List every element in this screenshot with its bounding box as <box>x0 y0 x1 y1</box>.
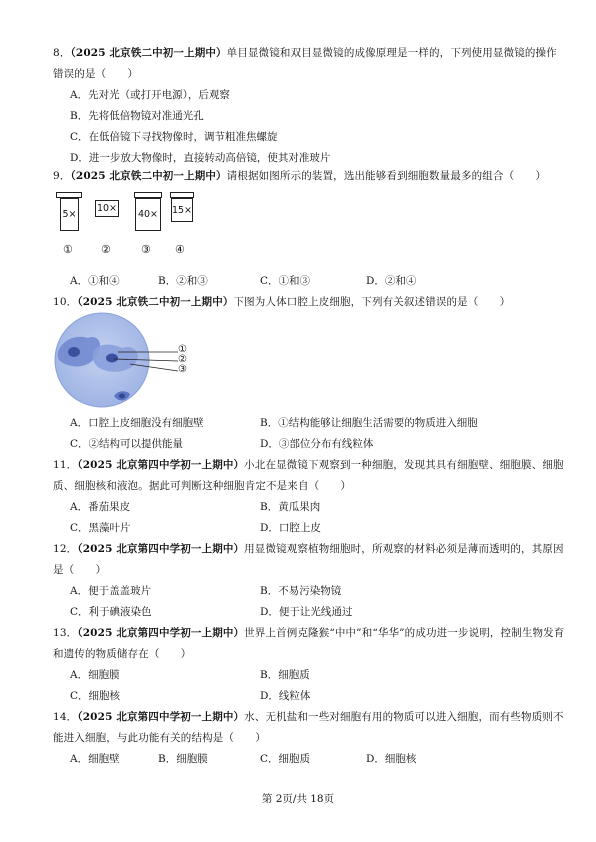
cell-label-2: ② <box>178 354 187 365</box>
q8-option-b: B．先将低倍物镜对准通光孔 <box>70 110 204 122</box>
q10-option-c: C．②结构可以提供能量 <box>70 438 184 450</box>
page-footer: 第 2页/共 18页 <box>261 793 335 805</box>
q14-stem-line1: 14．（2025 北京第四中学初一上期中）水、无机盐和一些对细胞有用的物质可以进入细胞，而有些物质则不 <box>53 711 564 723</box>
q10-stem: 10．（2025 北京铁二中初一上期中）下图为人体口腔上皮细胞，下列有关叙述错误的是（ ） <box>53 296 511 308</box>
q12-stem-line2: 是（ ） <box>53 564 107 576</box>
q8-option-c: C．在低倍镜下寻找物像时，调节粗准焦螺旋 <box>70 131 278 143</box>
q11-option-b: B．黄瓜果肉 <box>260 501 321 513</box>
q11-option-a: A．番茄果皮 <box>70 501 131 513</box>
lens-2 <box>95 200 119 217</box>
q8-option-d: D．进一步放大物像时，直接转动高倍镜，使其对准玻片 <box>70 152 331 164</box>
lens-4-marker: ④ <box>175 243 185 256</box>
q8-option-a: A．先对光（或打开电源），后观察 <box>70 89 230 101</box>
q14-option-a: A．细胞壁 <box>70 753 120 765</box>
lens-1-label: 5× <box>62 209 77 220</box>
q13-option-c: C．细胞核 <box>70 690 121 702</box>
q12-option-d: D．便于让光线通过 <box>260 606 353 618</box>
q14-option-c: C．细胞质 <box>260 753 311 765</box>
q9-option-a: A．①和④ <box>70 275 120 287</box>
q9-stem: 9．（2025 北京铁二中初一上期中）请根据如图所示的装置，选出能够看到细胞数量最多的组合（ ） <box>53 170 547 182</box>
cheek-cell-figure <box>52 312 202 412</box>
lens-1-marker: ① <box>63 243 73 256</box>
q11-stem-line1: 11．（2025 北京第四中学初一上期中）小北在显微镜下观察到一种细胞，发现其具有细胞壁、细胞膜、细胞 <box>53 459 564 471</box>
q12-option-a: A．便于盖盖玻片 <box>70 585 152 597</box>
lens-figure <box>50 190 220 262</box>
q14-stem-line2: 能进入细胞，与此功能有关的结构是（ ） <box>53 732 266 744</box>
lens-4 <box>171 198 193 222</box>
q11-option-d: D．口腔上皮 <box>260 522 321 534</box>
cell-label-1: ① <box>178 344 187 355</box>
lens-3-marker: ③ <box>141 243 151 256</box>
lens-2-marker: ② <box>101 243 111 256</box>
q13-option-b: B．细胞质 <box>260 669 310 681</box>
lens-1 <box>60 198 79 231</box>
q14-option-d: D．细胞核 <box>366 753 417 765</box>
q9-option-c: C．①和③ <box>260 275 311 287</box>
lens-3-label: 40× <box>137 209 159 220</box>
lens-3 <box>135 198 161 231</box>
lens-4-label: 15× <box>171 204 193 216</box>
q11-stem-line2: 质、细胞核和液泡。据此可判断这种细胞肯定不是来自（ ） <box>53 480 352 492</box>
q12-option-c: C．利于碘液染色 <box>70 606 152 618</box>
q10-option-d: D．③部位分布有线粒体 <box>260 438 374 450</box>
q9-option-d: D．②和④ <box>366 275 417 287</box>
q12-option-b: B．不易污染物镜 <box>260 585 342 597</box>
q10-option-b: B．①结构能够让细胞生活需要的物质进入细胞 <box>260 417 478 429</box>
q11-option-c: C．黑藻叶片 <box>70 522 131 534</box>
q13-stem-line2: 和遗传的物质储存在（ ） <box>53 648 192 660</box>
q14-option-b: B．细胞膜 <box>158 753 208 765</box>
cell-label-3: ③ <box>178 364 187 375</box>
q8-stem-line2: 错误的是（ ） <box>53 68 139 80</box>
q9-option-b: B．②和③ <box>158 275 208 287</box>
lens-2-label: 10× <box>96 203 118 214</box>
q8-stem-line1: 8．（2025 北京铁二中初一上期中）单目显微镜和双目显微镜的成像原理是一样的，下列使用显微镜的操作 <box>53 47 557 59</box>
q13-stem-line1: 13．（2025 北京第四中学初一上期中）世界上首例克隆猴“中中”和“华华”的成功进一步说明，控制生物发育 <box>53 627 565 639</box>
q10-option-a: A．口腔上皮细胞没有细胞壁 <box>70 417 204 429</box>
q13-option-d: D．线粒体 <box>260 690 311 702</box>
q13-option-a: A．细胞膜 <box>70 669 120 681</box>
q12-stem-line1: 12．（2025 北京第四中学初一上期中）用显微镜观察植物细胞时，所观察的材料必须是薄而透明的，其原因 <box>53 543 564 555</box>
